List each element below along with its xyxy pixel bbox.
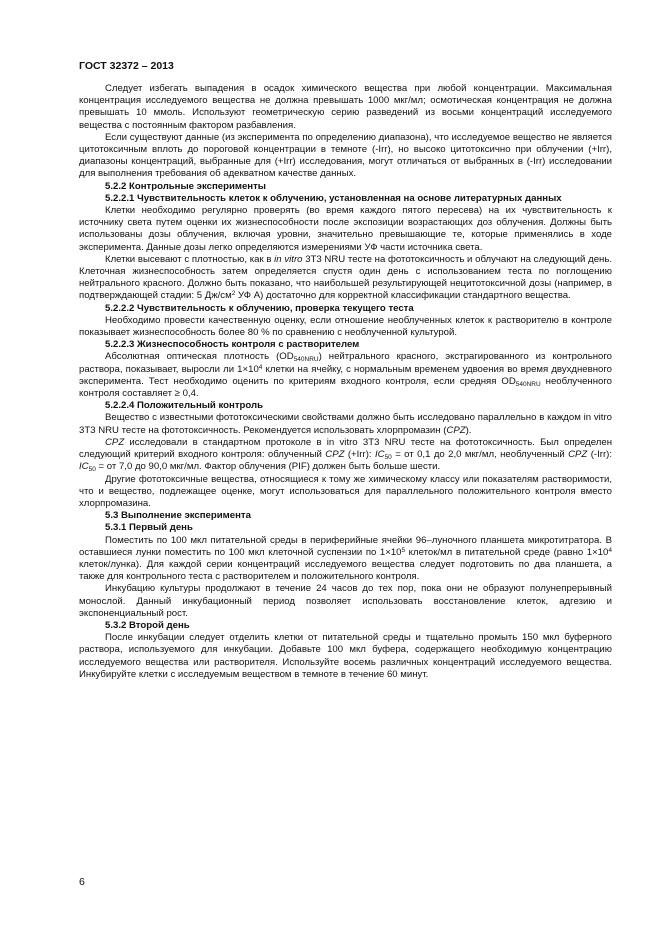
paragraph: Абсолютная оптическая плотность $(OD_{540NRU})$ нейтрального красного, экстрагированного из контрольного раствора, показывает, выросли ли $1\times 10^4$ клетки на ячейку, с нормальным временем удвоения во время двухдневного эксперимента. Тест необходимо оценить по критериям входного контроля, если средняя $OD_{540NRU}$ необлученного контроля составляет ≥ 0,4.: [79, 351, 612, 400]
section-heading: 5.2.2.3 Жизнеспособность контроля с растворителем: [105, 339, 360, 351]
section-heading: 5.2.2 Контрольные эксперименты: [105, 180, 266, 192]
paragraph: Поместить по 100 мкл питательной среды в периферийные ячейки 96–луночного планшета микротитратора. В оставшиеся лунки поместить по 100 мкл клеточной суспензии по $1\times 10^5$ клеток/мл в питательной среде (равно $1\times 10^4$ клеток/лунка). Для каждой серии концентраций исследуемого вещества следует подготовить по два планшета, а также для контрольного теста с растворителем и положительного контроля.: [79, 534, 612, 583]
document-body: [79, 83, 612, 681]
paragraph: CPZ исследовали в стандартном протоколе в in vitro 3T3 NRU тесте на фототоксичность. Был определен следующий критерий входного контроля: облученный CPZ (+Irr): $IC_{50}$ = от 0,1 до 2,0 мкг/мл, необлученный CPZ (-Irr): $IC_{50}$ = от 7,0 до 90,0 мкг/мл. Фактор облучения (PIF) должен быть больше шести.: [79, 436, 612, 474]
section-heading: 5.2.2.1 Чувствительность клеток к облучению, установленная на основе литературных данных: [105, 192, 562, 204]
section-heading: 5.2.2.4 Положительный контроль: [105, 400, 264, 412]
standard-header: ГОСТ 32372 – 2013: [79, 60, 174, 72]
paragraph: Инкубацию культуры продолжают в течение 24 часов до тех пор, пока они не образуют полунепрерывный монослой. Данный инкубационный период позволяет использовать восстановление клеток, адгезию и экспоненциальный рост.: [79, 583, 612, 619]
paragraph: После инкубации следует отделить клетки от питательной среды и тщательно промыть 150 мкл буферного раствора, используемого для инкубации. Добавьте 100 мкл буфера, содержащего необходимую концентрацию исследуемого вещества или растворителя. Используйте восемь различных концентраций исследуемого вещества. Инкубируйте клетки с исследуемым веществом в темноте в течение 60 минут.: [79, 632, 612, 680]
page-number: 6: [79, 876, 85, 888]
paragraph: Если существуют данные (из эксперимента по определению диапазона), что исследуемое вещество не является цитотоксичным вплоть до пороговой концентрации в темноте (-Irr), но высоко цитотоксично при облучении (+Irr), диапазоны концентраций, выбранные для (+Irr) исследования, могут отличаться от выбранных в (-Irr) исследовании для выполнения требования об адекватном качестве данных.: [79, 131, 612, 180]
paragraph: Другие фототоксичные вещества, относящиеся к тому же химическому классу или показателям растворимости, что и вещество, подлежащее оценке, могут использоваться для параллельного положительного контроля вместо хлорпромазина.: [79, 473, 612, 509]
paragraph: Вещество с известными фототоксическими свойствами должно быть исследовано параллельно в каждом in vitro 3T3 NRU тесте на фототоксичность. Рекомендуется использовать хлорпромазин (CPZ).: [79, 412, 612, 436]
section-heading: 5.3.1 Первый день: [105, 522, 193, 534]
paragraph: Необходимо провести качественную оценку, если отношение необлученных клеток к растворителю в контроле показывает жизнеспособность более 80 % по сравнению с необлученной культурой.: [79, 314, 612, 339]
paragraph: Следует избегать выпадения в осадок химического вещества при любой концентрации. Максимальная концентрация исследуемого вещества не должна превышать 1000 мкг/мл; осмотическая концентрация не должна превышать 10 ммоль. Используют геометрическую серию разведений из восьми концентраций исследуемого вещества с постоянным фактором разбавления.: [79, 83, 612, 131]
section-heading: 5.3.2 Второй день: [105, 619, 190, 631]
paragraph: Клетки высевают с плотностью, как в in vitro 3T3 NRU тесте на фототоксичность и облучают на следующий день. Клеточная жизнеспособность затем определяется спустя один день с использованием теста по поглощению нейтрального красного. Должно быть показано, что наибольшей результирующей нецитотоксичной дозы (например, в подтверждающей стадии: 5 $Дж/см^2$ УФ А) достаточно для корректной классификации стандартного вещества.: [79, 253, 613, 302]
section-heading: 5.2.2.2 Чувствительность к облучению, проверка текущего теста: [105, 302, 414, 314]
paragraph: Клетки необходимо регулярно проверять (во время каждого пятого пересева) на их чувствительность к источнику света путем оценки их жизнеспособности после экспозиции возрастающих доз облучения. Должны быть использованы дозы облучения, включая уровни, значительно превышающие те, которые применялись в ходе эксперимента. Данные дозы легко определяются измерениями УФ части источника света.: [79, 205, 612, 253]
section-heading: 5.3 Выполнение эксперимента: [105, 510, 251, 522]
